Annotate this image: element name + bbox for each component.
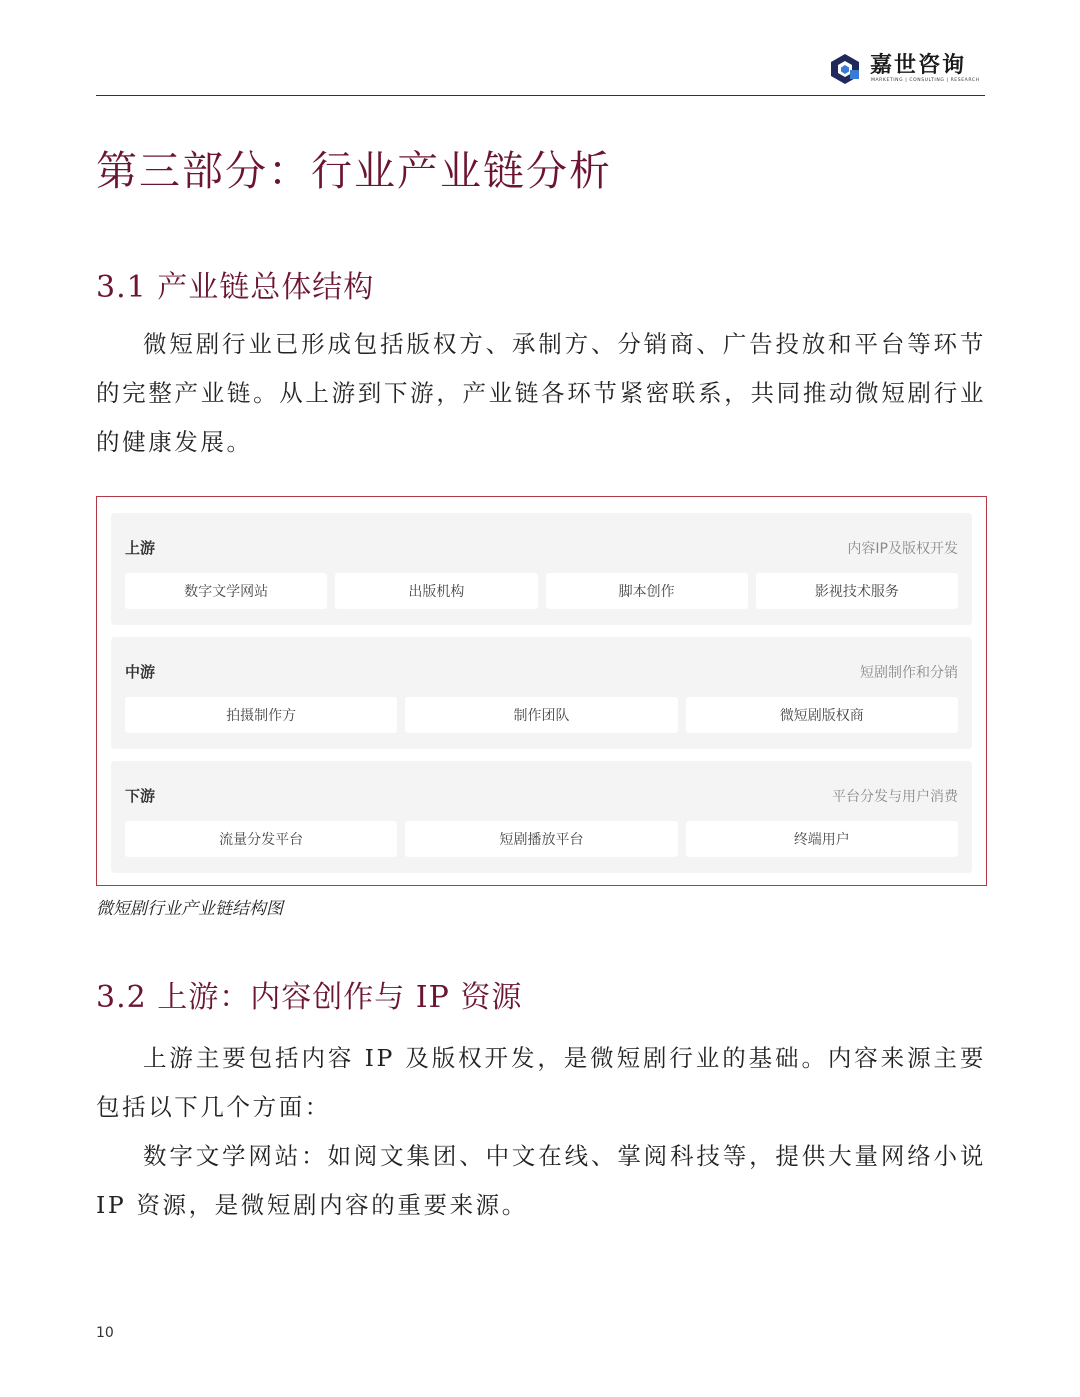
figure-caption: 微短剧行业产业链结构图 — [96, 899, 283, 919]
tier-items — [125, 697, 958, 733]
tier-description: 平台分发与用户消费 — [832, 789, 958, 805]
logo-tagline: MARKETING | CONSULTING | RESEARCH — [871, 78, 980, 83]
chain-item: 流量分发平台 — [125, 821, 397, 857]
tier-name: 中游 — [125, 663, 156, 681]
chain-item: 出版机构 — [335, 573, 537, 609]
section-heading-3-2: 3.2 上游：内容创作与 IP 资源 — [96, 980, 523, 1015]
tier-midstream — [111, 637, 972, 749]
chain-item: 影视技术服务 — [756, 573, 958, 609]
chain-item: 微短剧版权商 — [686, 697, 958, 733]
part-title: 第三部分：行业产业链分析 — [96, 147, 612, 195]
tier-upstream — [111, 513, 972, 625]
page-number: 10 — [96, 1325, 114, 1341]
section-paragraph: 微短剧行业已形成包括版权方、承制方、分销商、广告投放和平台等环节的完整产业链。从上游到下游，产业链各环节紧密联系，共同推动微短剧行业的健康发展。 — [96, 330, 986, 456]
section-paragraph: 数字文学网站：如阅文集团、中文在线、掌阅科技等，提供大量网络小说 IP 资源，是微短剧内容的重要来源。 — [96, 1142, 986, 1219]
chain-item: 拍摄制作方 — [125, 697, 397, 733]
logo-cube-icon — [828, 52, 862, 86]
brand-logo — [828, 48, 988, 88]
logo-name: 嘉世咨询 — [870, 53, 967, 78]
tier-items — [125, 821, 958, 857]
tier-name: 下游 — [125, 787, 156, 805]
chain-item: 脚本创作 — [546, 573, 748, 609]
tier-items — [125, 573, 958, 609]
chain-item: 制作团队 — [405, 697, 677, 733]
chain-item: 终端用户 — [686, 821, 958, 857]
chain-item: 数字文学网站 — [125, 573, 327, 609]
tier-downstream — [111, 761, 972, 873]
tier-description: 短剧制作和分销 — [860, 665, 958, 681]
tier-name: 上游 — [125, 539, 156, 557]
tier-description: 内容IP及版权开发 — [847, 541, 958, 557]
header-divider — [96, 95, 985, 96]
section-paragraph: 上游主要包括内容 IP 及版权开发，是微短剧行业的基础。内容来源主要包括以下几个方面： — [96, 1044, 986, 1121]
section-heading-3-1: 3.1 产业链总体结构 — [96, 270, 375, 305]
chain-item: 短剧播放平台 — [405, 821, 677, 857]
industry-chain-diagram — [96, 496, 987, 886]
